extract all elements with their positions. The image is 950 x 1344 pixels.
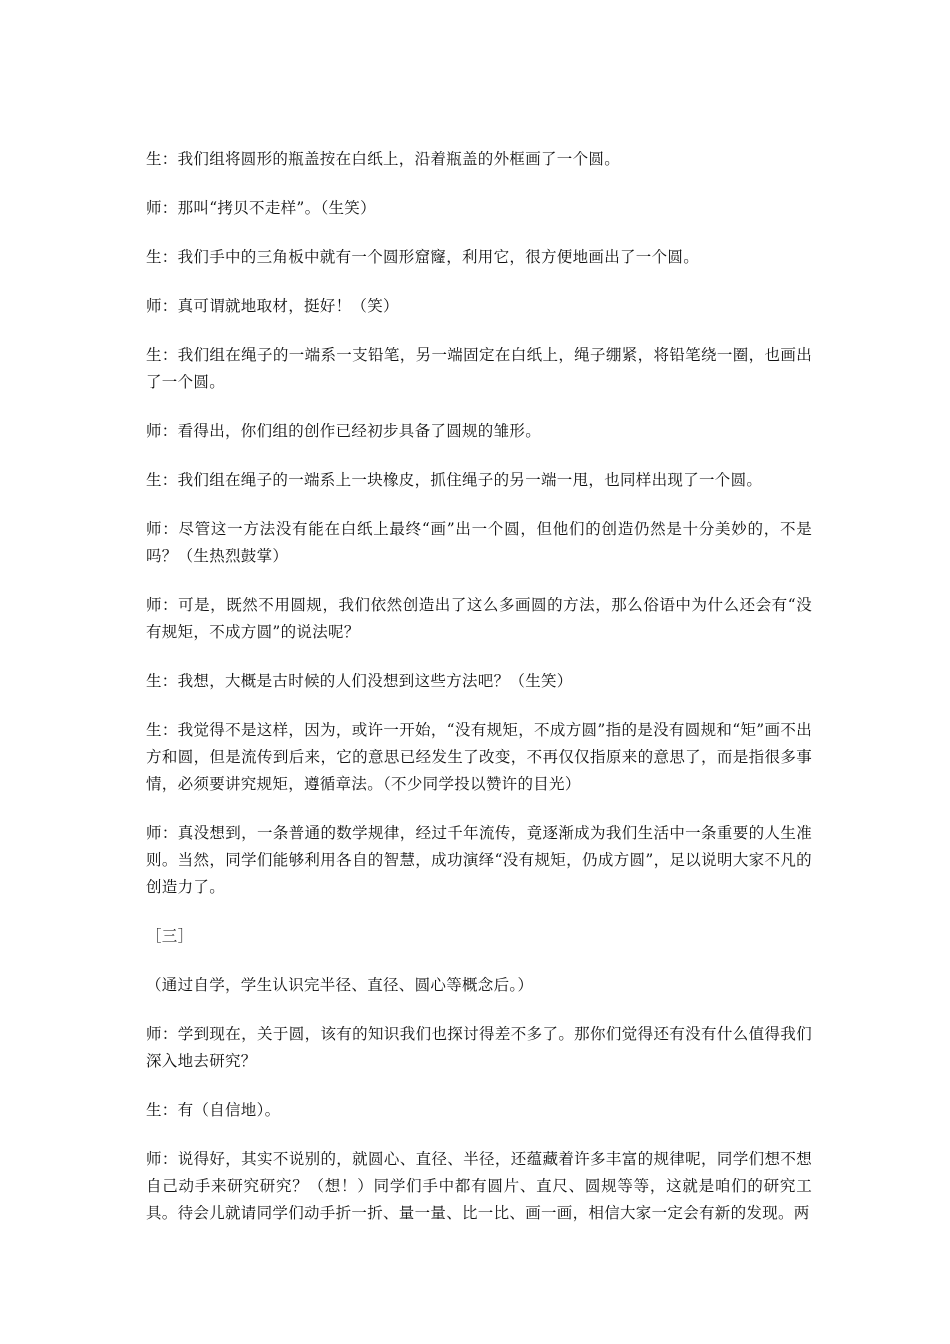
- dialogue-paragraph: 生：我们组在绳子的一端系上一块橡皮，抓住绳子的另一端一甩，也同样出现了一个圆。: [146, 471, 763, 489]
- dialogue-paragraph: 师：真没想到，一条普通的数学规律，经过千年流传，竟逐渐成为我们生活中一条重要的人生准则。当然，同学们能够利用各自的智慧，成功演绎“没有规矩，仍成方圆”，足以说明大家不凡的创造力了。: [146, 824, 812, 896]
- dialogue-paragraph: 生：我觉得不是这样，因为，或许一开始，“没有规矩，不成方圆”指的是没有圆规和“矩”画不出方和圆，但是流传到后来，它的意思已经发生了改变，不再仅仅指原来的意思了，而是指很多事情，必须要讲究规矩，遵循章法。（不少同学投以赞许的目光）: [146, 721, 812, 793]
- dialogue-paragraph: 师：尽管这一方法没有能在白纸上最终“画”出一个圆，但他们的创造仍然是十分美妙的，不是吗？（生热烈鼓掌）: [146, 520, 812, 565]
- dialogue-paragraph: 师：可是，既然不用圆规，我们依然创造出了这么多画圆的方法，那么俗语中为什么还会有“没有规矩，不成方圆”的说法呢？: [146, 596, 812, 641]
- dialogue-paragraph: 师：看得出，你们组的创作已经初步具备了圆规的雏形。: [146, 422, 542, 440]
- stage-direction: （通过自学，学生认识完半径、直径、圆心等概念后。）: [146, 976, 534, 994]
- dialogue-paragraph: 生：我们组在绳子的一端系一支铅笔，另一端固定在白纸上，绳子绷紧，将铅笔绕一圈，也画出了一个圆。: [146, 346, 812, 391]
- document-body: [146, 146, 812, 1249]
- dialogue-paragraph: 师：真可谓就地取材，挺好！（笑）: [146, 297, 399, 315]
- dialogue-paragraph: 师：学到现在，关于圆，该有的知识我们也探讨得差不多了。那你们觉得还有没有什么值得我们深入地去研究？: [146, 1025, 812, 1070]
- dialogue-paragraph: 师：说得好，其实不说别的，就圆心、直径、半径，还蕴藏着许多丰富的规律呢，同学们想不想自己动手来研究研究？（想！）同学们手中都有圆片、直尺、圆规等等，这就是咱们的研究工具。待会儿就请同学们动手折一折、量一量、比一比、画一画，相信大家一定会有新的发现。两: [146, 1150, 812, 1222]
- dialogue-paragraph: 生：我想，大概是古时候的人们没想到这些方法吧？（生笑）: [146, 672, 573, 690]
- dialogue-paragraph: 师：那叫“拷贝不走样”。（生笑）: [146, 199, 376, 217]
- dialogue-paragraph: 生：有（自信地）。: [146, 1101, 281, 1119]
- dialogue-paragraph: 生：我们组将圆形的瓶盖按在白纸上，沿着瓶盖的外框画了一个圆。: [146, 150, 621, 168]
- section-heading: ［三］: [146, 927, 194, 945]
- dialogue-paragraph: 生：我们手中的三角板中就有一个圆形窟窿，利用它，很方便地画出了一个圆。: [146, 248, 700, 266]
